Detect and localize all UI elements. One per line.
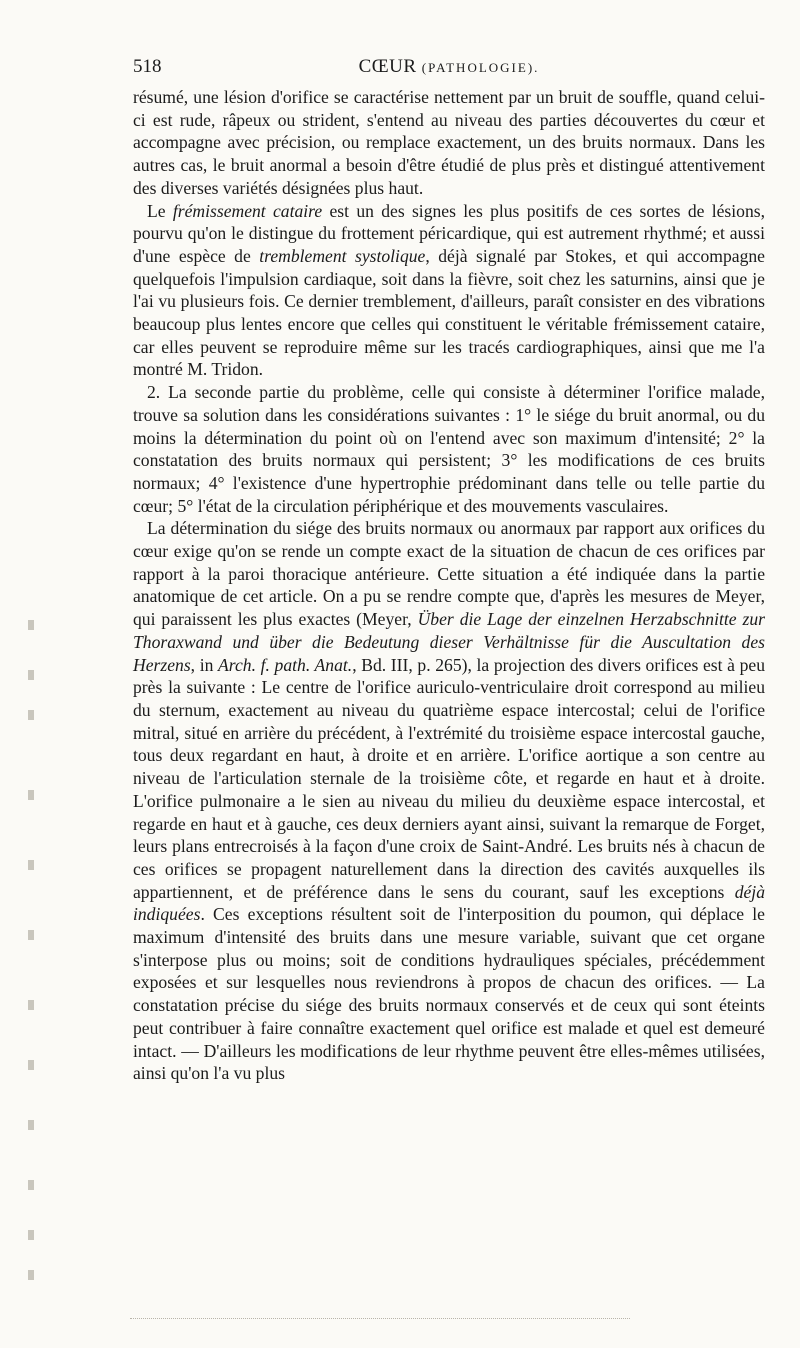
text-run: est un des signes les plus positifs de ces sortes de lésions, pourvu qu'on le distingue du frottement péricardique, qui est autrement rhythmé; et aussi d'une espèce de — [133, 200, 765, 266]
text-run: résumé, une lésion d'orifice se caractérise nettement par un bruit de souffle, quand celui-ci est rude, râpeux ou strident, s'entend au niveau des parties découvertes du cœur et accompagne avec précision, ou remplace exactement, un des bruits normaux. Dans les autres cas, le bruit anormal a besoin d'être étudié de plus près et distingué attentivement des diverses variétés désignées plus haut. — [133, 87, 765, 198]
body-text — [133, 86, 765, 1085]
italic-term: frémissement cataire — [172, 200, 323, 221]
page-number: 518 — [133, 56, 162, 77]
text-run: , déjà signalé par Stokes, et qui accompagne quelquefois l'impulsion cardiaque, soit dans la fièvre, soit chez les saturnins, ainsi que je l'ai vu plusieurs fois. Ce dernier tremblement, d'ailleurs, paraît consister en des vibrations beaucoup plus lentes encore que celles qui constituent le véritable frémissement cataire, car elles peuvent se reproduire même sur les tracés cardiographiques, ainsi que me l'a montré M. Tridon. — [133, 245, 765, 380]
paragraph-1 — [133, 86, 765, 200]
running-title-sub: (PATHOLOGIE). — [421, 60, 540, 75]
italic-term: tremblement systolique — [259, 245, 426, 266]
text-run: 2. La seconde partie du problème, celle qui consiste à déterminer l'orifice malade, trouve sa solution dans les considérations suivantes : 1° le siége du bruit anormal, ou du moins la détermination du point où on l'entend avec son maximum d'intensité; 2° la constatation des bruits normaux qui persistent; 3° les modifications de ces bruits normaux; 4° l'existence d'une hypertrophie prédominant dans telle ou telle partie du cœur; 5° l'état de la circulation périphérique et des mouvements vasculaires. — [133, 382, 765, 516]
scan-bottom-artifact — [130, 1318, 630, 1325]
paragraph-3 — [133, 381, 765, 517]
text-run: Le — [147, 200, 173, 221]
text-run: . Ces exceptions résultent soit de l'interposition du poumon, qui déplace le maximum d'intensité des bruits dans une mesure variable, suivant que cet organe s'interpose plus ou moins; soit de conditions hydrauliques spéciales, précédemment exposées et sur lesquelles nous reviendrons à propos de chacun des orifices. — La constatation précise du siége des bruits normaux conservés et de ceux qui sont éteints peut contribuer à faire connaître exactement quel orifice est malade et quel est demeuré intact. — D'ailleurs les modifications de leur rhythme peuvent être elles-mêmes utilisées, ainsi qu'on l'a vu plus — [133, 904, 765, 1084]
running-title-main: CŒUR — [358, 56, 417, 77]
running-title — [133, 56, 765, 78]
text-run: , in — [190, 654, 219, 675]
paragraph-2 — [133, 200, 765, 382]
text-run: , Bd. III, p. 265), la projection des divers orifices est à peu près la suivante : Le centre de l'orifice auriculo-ventriculaire droit correspond au milieu du sternum, exactement au niveau du quatrième espace intercostal; celui de l'orifice mitral, situé en arrière du précédent, à l'extrémité du troisième espace intercostal gauche, tous deux regardant en haut, à droite et en arrière. L'orifice aortique a son centre au niveau de l'articulation sternale de la troisième côte, et regarde en haut et à droite. L'orifice pulmonaire a le sien au niveau du milieu du deuxième espace intercostal, et regarde en haut et à gauche, ces deux derniers ayant ainsi, suivant la remarque de Forget, leurs plans entrecroisés à la façon d'une croix de Saint-André. Les bruits nés à chacun de ces orifices se propagent naturellement dans la direction des cavités auxquelles ils appartiennent, et de préférence dans le sens du courant, sauf les exceptions — [133, 654, 765, 902]
text-run: La détermination du siége des bruits normaux ou anormaux par rapport aux orifices du cœur exige qu'on se rende un compte exact de la situation de chacun de ces orifices par rapport à la paroi thoracique antérieure. Cette situation a été indiquée dans la partie anatomique de cet article. On a pu se rendre compte que, d'après les mesures de Meyer, qui paraissent les plus exactes (Meyer, — [133, 518, 765, 630]
paragraph-4 — [133, 517, 765, 1085]
italic-citation: Über die Lage der einzelnen Herzabschnitte zur Thoraxwand und über die Bedeutung dieser Verhältnisse für die Auscultation des Herzens — [133, 609, 765, 675]
italic-term: déjà indiquées — [133, 881, 765, 925]
scan-margin-artifacts — [28, 600, 48, 1300]
running-head — [133, 56, 765, 84]
italic-citation: Arch. f. path. Anat. — [218, 654, 353, 675]
